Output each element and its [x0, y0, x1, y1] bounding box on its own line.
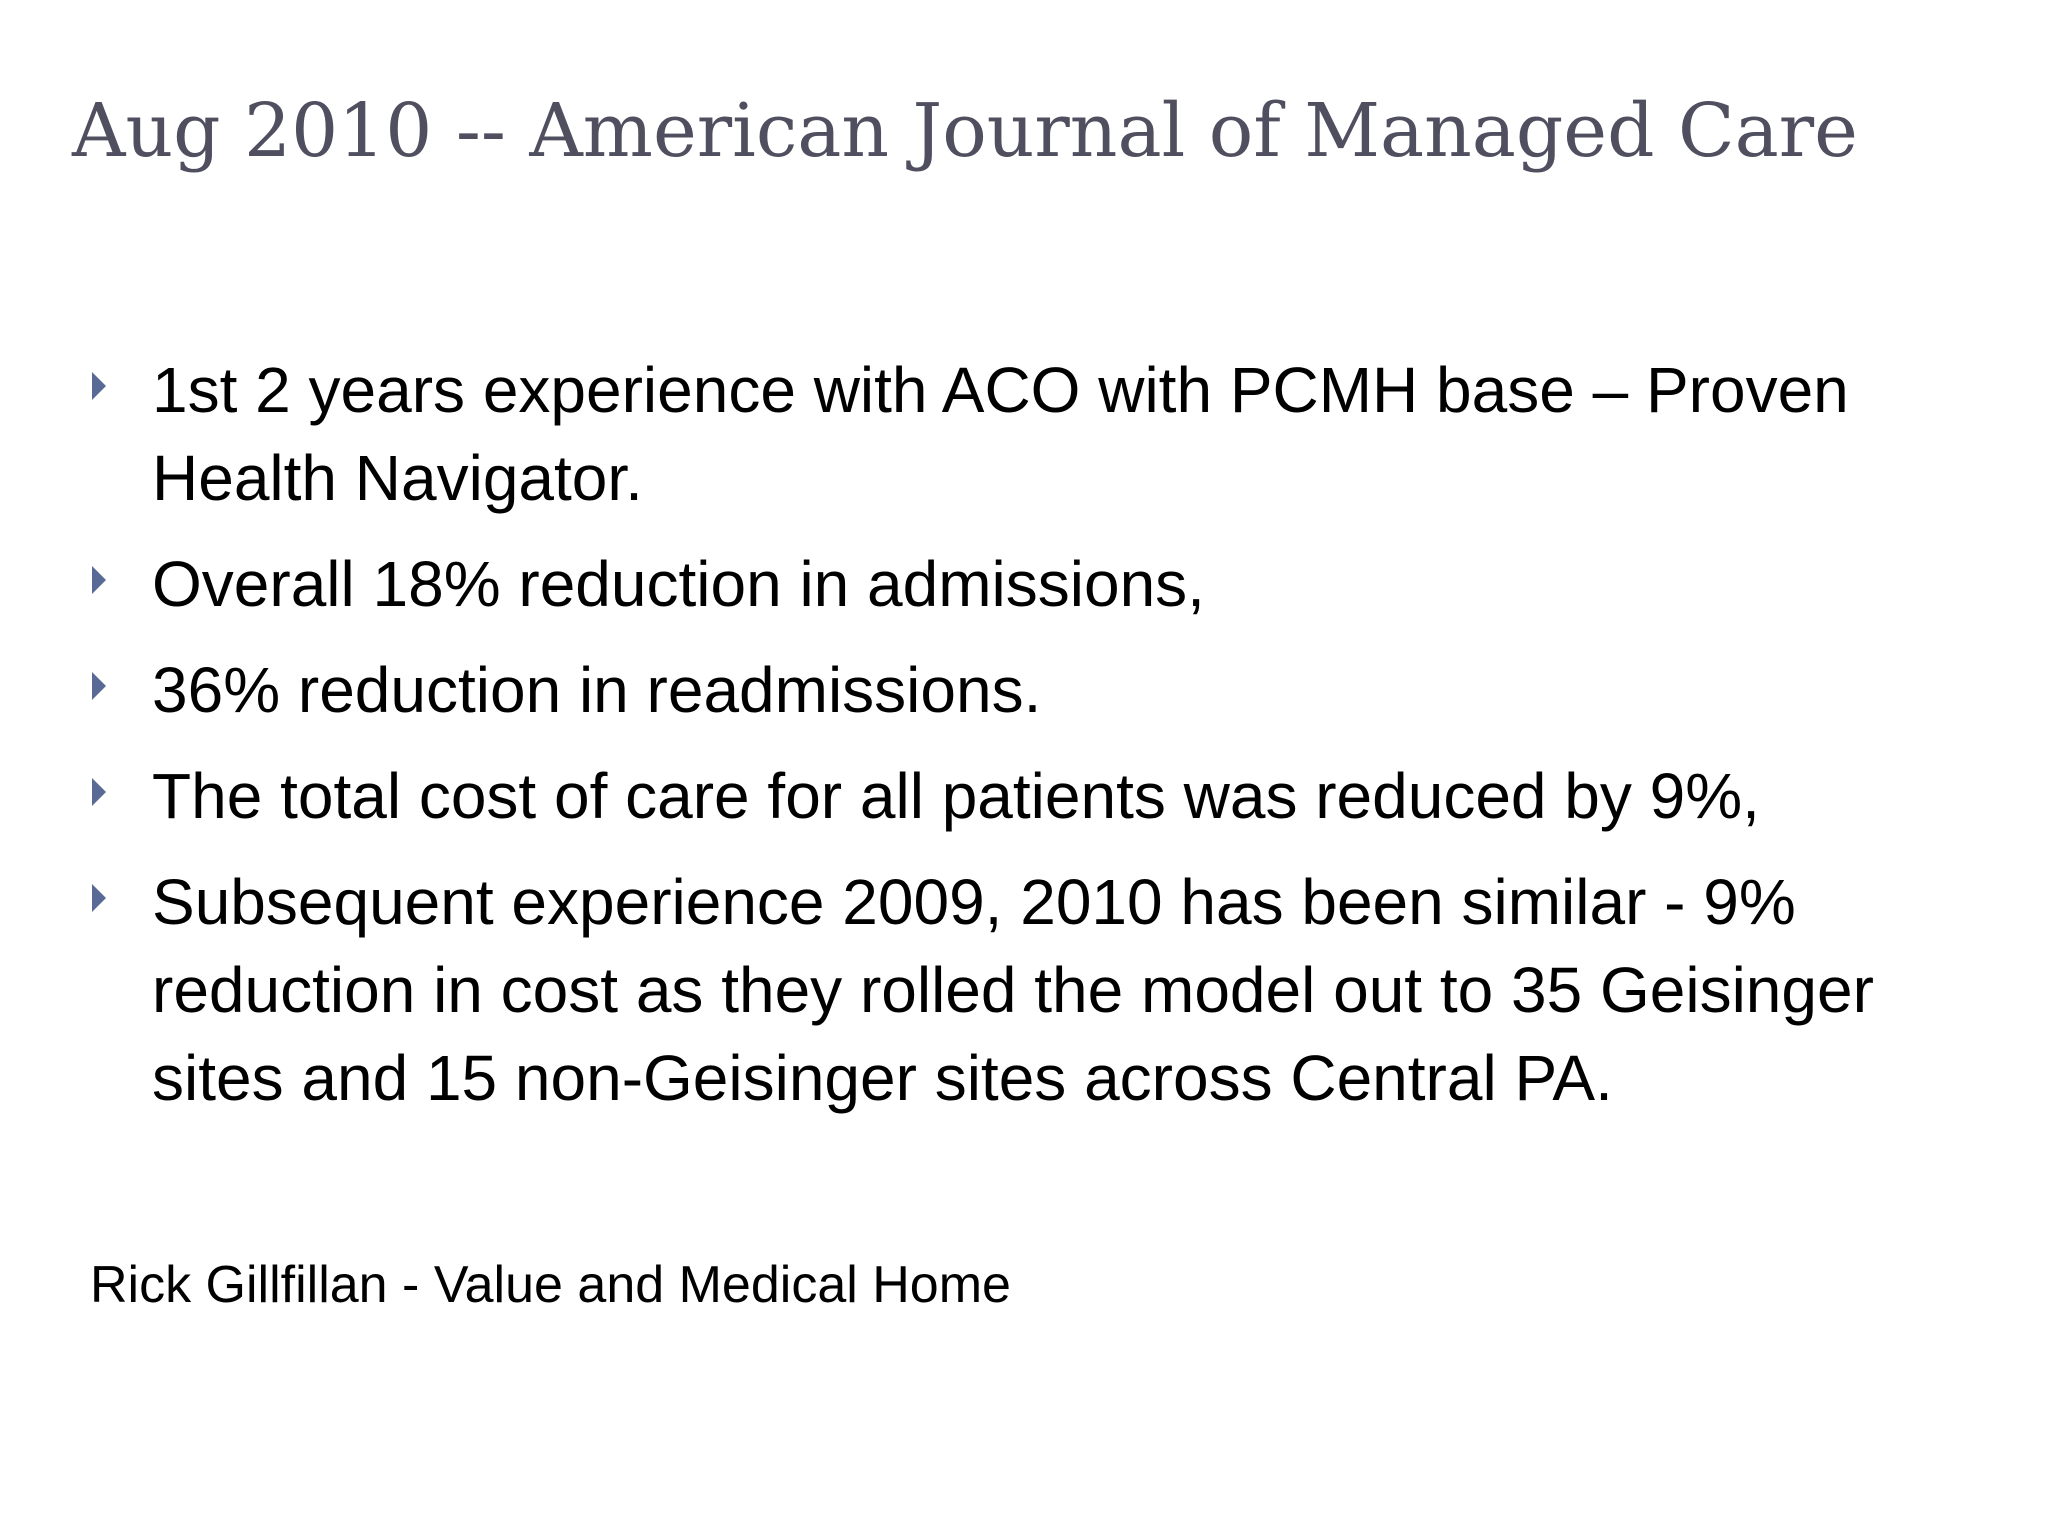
triangle-bullet-icon: [92, 778, 106, 806]
triangle-bullet-icon: [92, 566, 106, 594]
bullet-list: [92, 346, 1992, 1140]
bullet-text: Subsequent experience 2009, 2010 has been similar - 9% reduction in cost as they rolled the model out to 35 Geisinger sites and 15 non-Geisinger sites across Central PA.: [152, 866, 1874, 1114]
bullet-text: The total cost of care for all patients was reduced by 9%,: [152, 760, 1760, 832]
bullet-item: [92, 346, 1992, 522]
bullet-item: [92, 540, 1992, 628]
bullet-text: Overall 18% reduction in admissions,: [152, 548, 1205, 620]
bullet-item: [92, 858, 1992, 1122]
bullet-item: [92, 646, 1992, 734]
bullet-text: 1st 2 years experience with ACO with PCMH base – Proven Health Navigator.: [152, 354, 1849, 514]
bullet-item: [92, 752, 1992, 840]
triangle-bullet-icon: [92, 884, 106, 912]
slide-title: Aug 2010 -- American Journal of Managed Care: [72, 88, 1858, 174]
triangle-bullet-icon: [92, 372, 106, 400]
bullet-text: 36% reduction in readmissions.: [152, 654, 1042, 726]
triangle-bullet-icon: [92, 672, 106, 700]
footer-note: Rick Gillfillan - Value and Medical Home: [90, 1256, 1011, 1314]
